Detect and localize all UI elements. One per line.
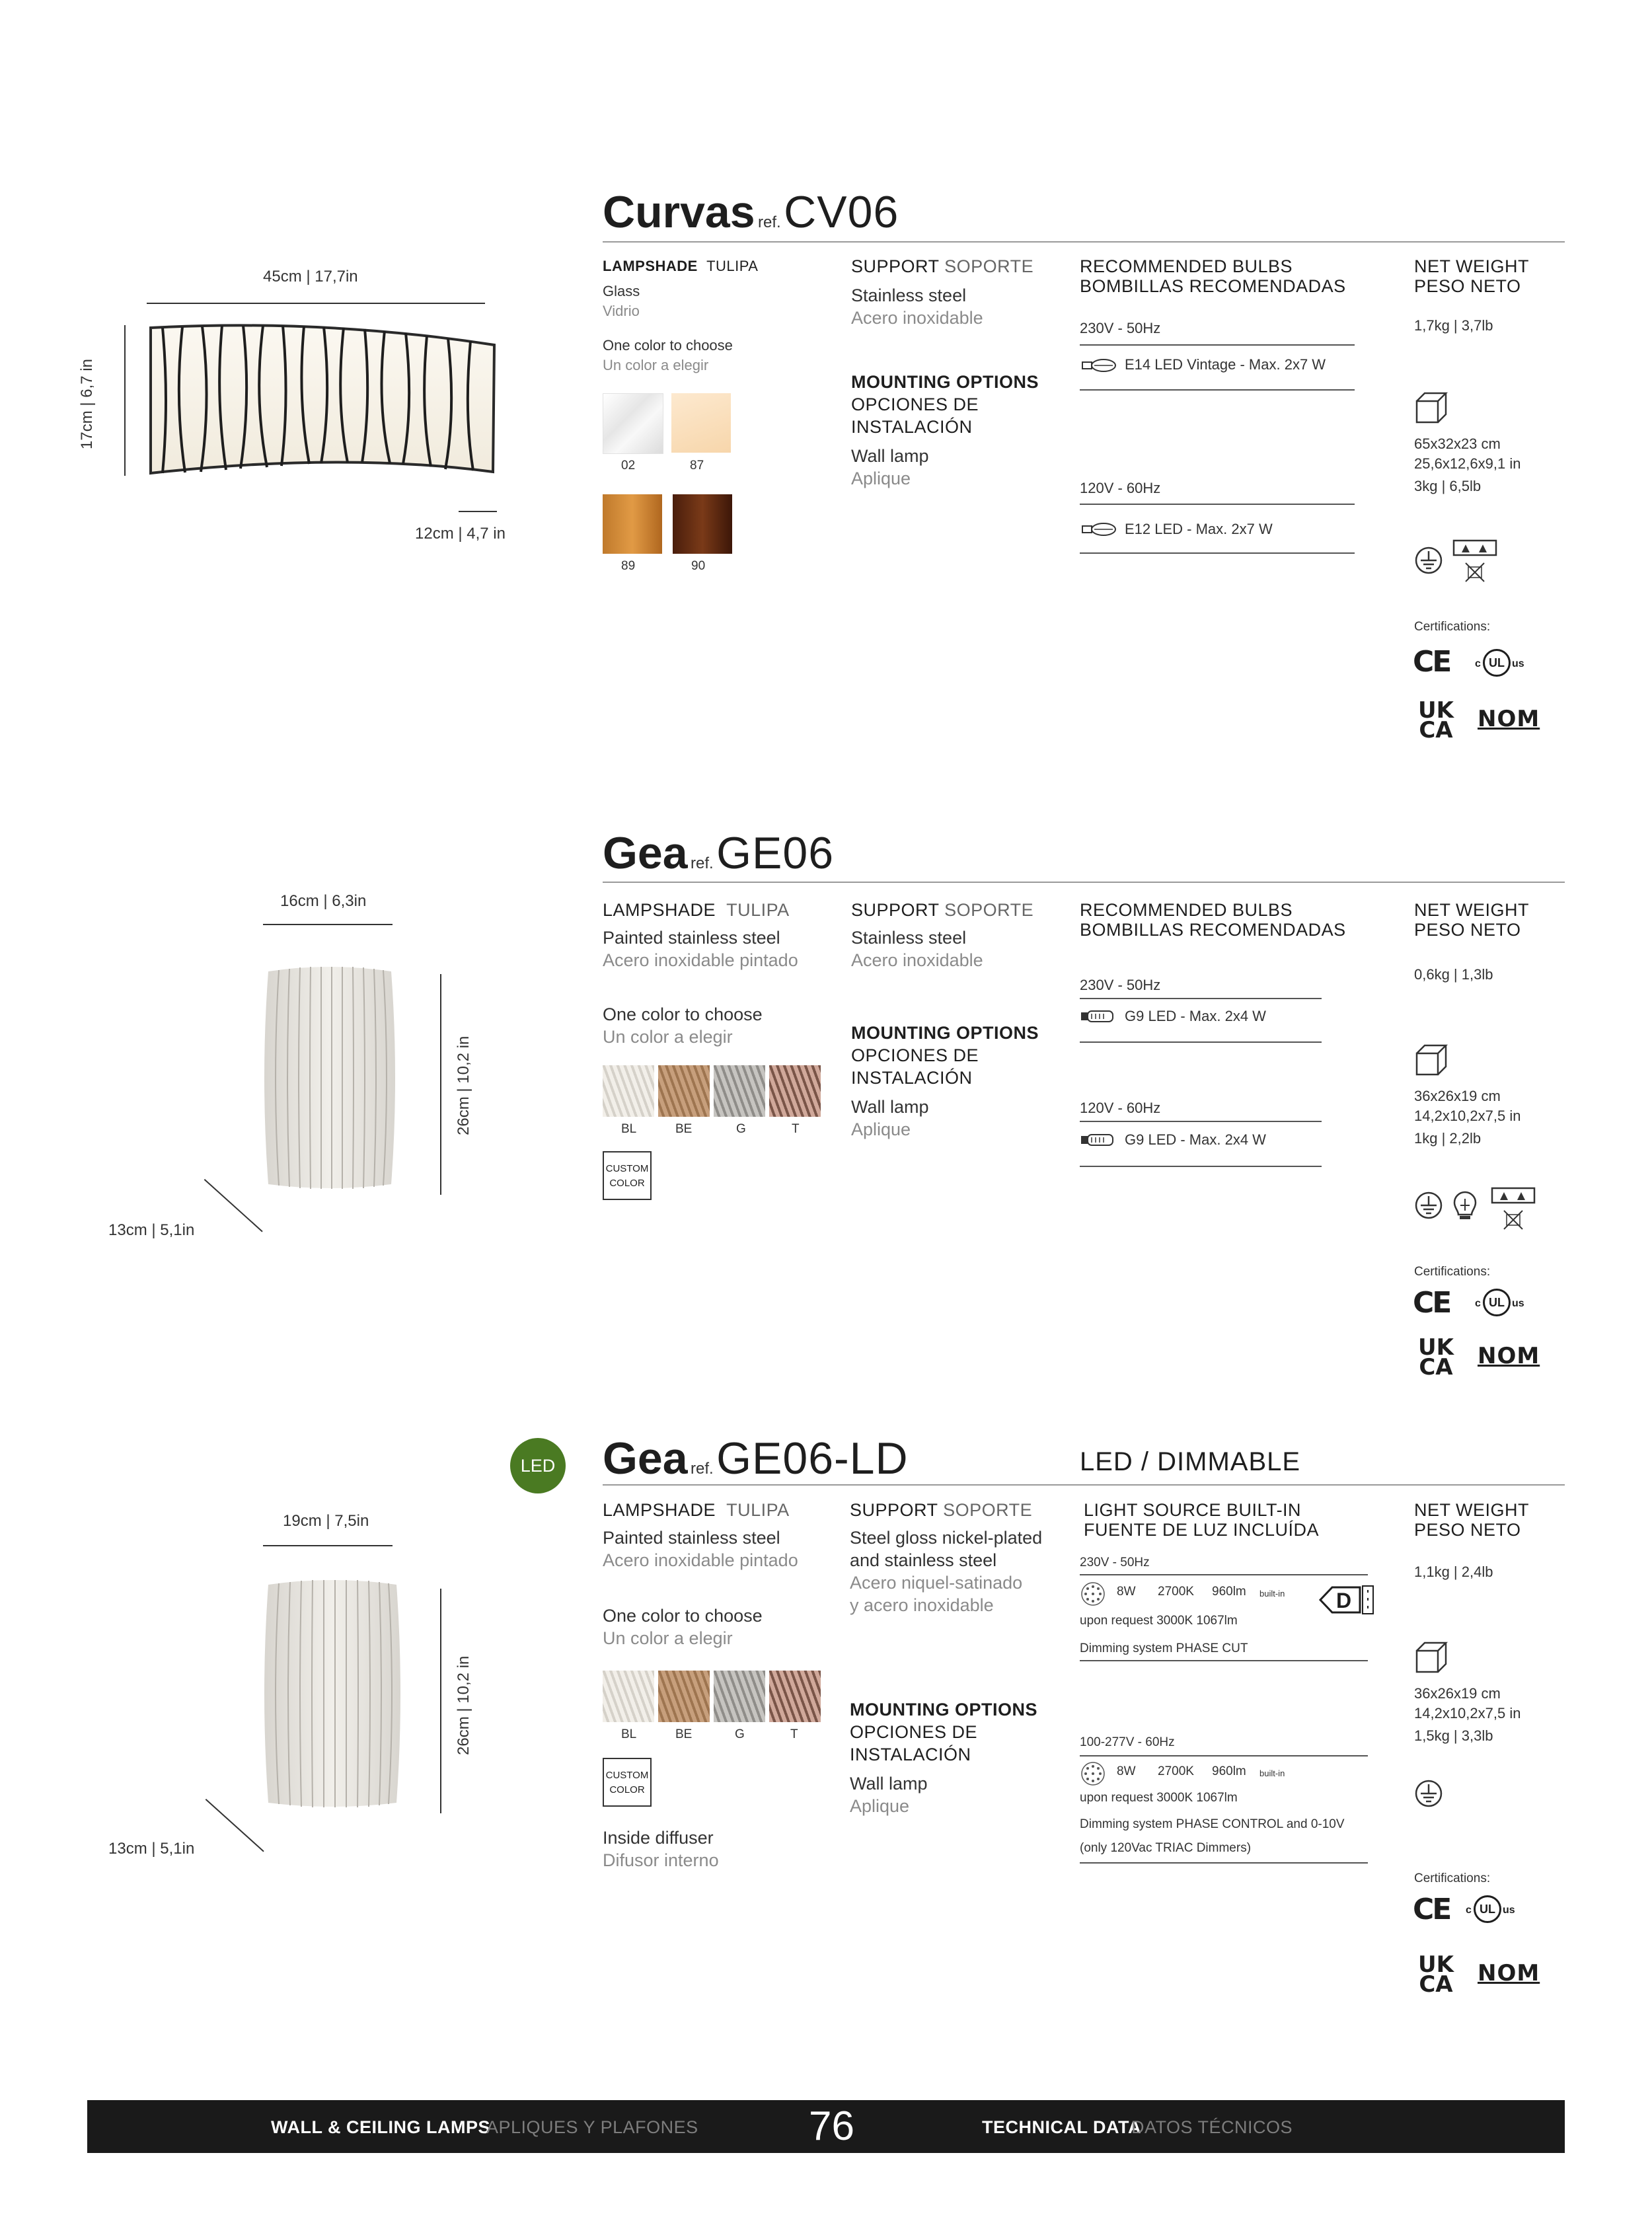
dimming-note: (only 120Vac TRIAC Dimmers) xyxy=(1080,1841,1252,1855)
product-title xyxy=(603,827,834,879)
dimension-line xyxy=(206,1799,264,1852)
led-chip-icon xyxy=(1080,1581,1106,1607)
ref-code: CV06 xyxy=(784,187,899,237)
color-code: T xyxy=(790,1727,798,1741)
certifications-label: Certifications: xyxy=(1414,620,1491,634)
ce-mark-icon: CE xyxy=(1413,645,1450,679)
weight-heading: NET WEIGHT xyxy=(1414,256,1530,276)
diffuser-label-es: Difusor interno xyxy=(603,1850,719,1870)
ref-label: ref. xyxy=(690,1460,714,1478)
bulbs-heading: RECOMMENDED BULBS xyxy=(1080,256,1293,276)
color-code: T xyxy=(792,1122,800,1136)
color-swatch[interactable] xyxy=(671,393,731,453)
dimension-height: 17cm | 6,7 in xyxy=(78,359,96,449)
weight-heading: NET WEIGHT xyxy=(1414,900,1530,920)
net-weight: 1,1kg | 2,4lb xyxy=(1414,1564,1493,1580)
mounting-heading: MOUNTING OPTIONS xyxy=(851,372,1039,392)
bulb-spec: E12 LED - Max. 2x7 W xyxy=(1125,521,1273,537)
color-temp-value: 2700K xyxy=(1158,1585,1194,1599)
power-value: 8W xyxy=(1117,1585,1136,1599)
lampshade-heading: LAMPSHADE TULIPA xyxy=(603,900,790,920)
no-insulation-cover-icon xyxy=(1451,538,1499,587)
gea-led-lamp-drawing xyxy=(259,1575,406,1812)
box-icon xyxy=(1413,1040,1450,1077)
gea-lamp-drawing xyxy=(259,962,400,1193)
ground-icon xyxy=(1414,546,1443,575)
box-weight: 3kg | 6,5lb xyxy=(1414,478,1482,494)
color-choose-label: One color to choose xyxy=(603,1606,763,1626)
color-swatch[interactable] xyxy=(714,1671,765,1722)
box-icon xyxy=(1413,1638,1450,1675)
cul-us-mark-icon: c UL us xyxy=(1475,1289,1536,1315)
divider xyxy=(1080,1574,1368,1575)
footer-section-es: APLIQUES Y PLAFONES xyxy=(486,2117,698,2137)
color-swatch[interactable] xyxy=(603,494,662,554)
light-source-heading-es: FUENTE DE LUZ INCLUÍDA xyxy=(1084,1520,1320,1540)
voltage-label: 230V - 50Hz xyxy=(1080,320,1161,336)
dimension-line xyxy=(124,325,126,476)
color-swatch[interactable] xyxy=(603,1065,654,1117)
mounting-heading: MOUNTING OPTIONS xyxy=(851,1023,1039,1043)
lampshade-heading: LAMPSHADE TULIPA xyxy=(603,258,759,274)
bulb-e12-icon xyxy=(1080,521,1117,537)
support-heading: SUPPORT SOPORTE xyxy=(851,900,1034,920)
support-material-es: Acero niquel-satinado xyxy=(850,1573,1023,1593)
net-weight: 0,6kg | 1,3lb xyxy=(1414,966,1493,983)
mounting-heading-es: INSTALACIÓN xyxy=(851,417,973,437)
mounting-heading-es: OPCIONES DE xyxy=(851,1045,979,1065)
mounting-heading-es: OPCIONES DE xyxy=(850,1722,978,1742)
color-swatch[interactable] xyxy=(769,1671,821,1722)
bulb-spec: G9 LED - Max. 2x4 W xyxy=(1125,1131,1266,1148)
nom-mark-icon: NOM xyxy=(1478,1343,1540,1369)
dimming-system: Dimming system PHASE CUT xyxy=(1080,1642,1248,1655)
dimension-height: 26cm | 10,2 in xyxy=(455,1036,472,1135)
lampshade-material: Painted stainless steel xyxy=(603,928,780,948)
dimension-line xyxy=(147,303,485,304)
dimension-width: 16cm | 6,3in xyxy=(280,892,367,910)
color-temp-value: 2700K xyxy=(1158,1764,1194,1778)
color-swatch[interactable] xyxy=(658,1671,710,1722)
no-insulation-cover-icon xyxy=(1489,1186,1537,1234)
energy-label-icon: D xyxy=(1318,1583,1377,1616)
bulb-g9-icon xyxy=(1080,1132,1117,1148)
voltage-label: 120V - 60Hz xyxy=(1080,1100,1161,1116)
weight-heading: NET WEIGHT xyxy=(1414,1500,1530,1520)
box-weight: 1,5kg | 3,3lb xyxy=(1414,1727,1493,1744)
dimension-line xyxy=(263,924,393,925)
mounting-option: Wall lamp xyxy=(851,446,929,466)
certifications-label: Certifications: xyxy=(1414,1265,1491,1279)
ref-code: GE06-LD xyxy=(716,1433,909,1484)
bulb-e14-icon xyxy=(1080,358,1117,373)
ukca-mark-icon: UK CA xyxy=(1418,1951,1454,1998)
voltage-label: 230V - 50Hz xyxy=(1080,977,1161,993)
color-swatch[interactable] xyxy=(714,1065,765,1117)
product-subtitle: LED / DIMMABLE xyxy=(1080,1447,1301,1476)
support-material: Stainless steel xyxy=(851,285,967,305)
lampshade-material-es: Vidrio xyxy=(603,303,640,319)
color-choose-label-es: Un color a elegir xyxy=(603,357,709,373)
custom-color-badge[interactable]: CUSTOM COLOR xyxy=(603,1758,652,1807)
box-dimensions: 65x32x23 cm xyxy=(1414,435,1501,452)
color-swatch[interactable] xyxy=(658,1065,710,1117)
dimension-line xyxy=(263,1545,393,1546)
net-weight: 1,7kg | 3,7lb xyxy=(1414,317,1493,334)
footer-tech-es: DATOS TÉCNICOS xyxy=(1131,2117,1293,2137)
dimension-height: 26cm | 10,2 in xyxy=(455,1655,472,1755)
mounting-heading-es: OPCIONES DE xyxy=(851,395,979,414)
dimension-line xyxy=(440,974,441,1195)
divider xyxy=(1080,1660,1368,1661)
color-code: 87 xyxy=(690,459,704,472)
bulb-spec: E14 LED Vintage - Max. 2x7 W xyxy=(1125,356,1326,373)
builtin-label: built-in xyxy=(1259,1589,1285,1599)
divider xyxy=(1080,344,1355,346)
divider xyxy=(1080,1166,1322,1167)
lampshade-material: Painted stainless steel xyxy=(603,1528,780,1548)
color-code: BL xyxy=(621,1727,637,1741)
support-material: Stainless steel xyxy=(851,928,967,948)
title-divider xyxy=(603,1484,1565,1486)
divider xyxy=(1080,552,1355,554)
cul-us-mark-icon: c UL us xyxy=(1475,649,1536,675)
color-code: BE xyxy=(675,1727,693,1741)
light-source-heading: LIGHT SOURCE BUILT-IN xyxy=(1084,1500,1302,1520)
bulbs-heading: RECOMMENDED BULBS xyxy=(1080,900,1293,920)
color-code: 89 xyxy=(621,559,636,573)
color-swatch[interactable] xyxy=(603,393,663,454)
dimming-system: Dimming system PHASE CONTROL and 0-10V xyxy=(1080,1817,1345,1831)
divider xyxy=(1080,1041,1322,1043)
divider xyxy=(1080,1862,1368,1864)
support-material: Steel gloss nickel-plated xyxy=(850,1528,1043,1548)
title-divider xyxy=(603,241,1565,243)
mounting-option-es: Aplique xyxy=(851,469,911,488)
color-swatch[interactable] xyxy=(769,1065,821,1117)
ref-code: GE06 xyxy=(716,828,835,878)
product-title xyxy=(603,1433,909,1484)
color-code: BE xyxy=(675,1122,693,1136)
ground-icon xyxy=(1414,1779,1443,1808)
lumen-value: 960lm xyxy=(1212,1585,1246,1599)
mounting-option-es: Aplique xyxy=(851,1119,911,1139)
upon-request-note: upon request 3000K 1067lm xyxy=(1080,1614,1238,1628)
dimension-line xyxy=(440,1589,441,1813)
mounting-heading-es: INSTALACIÓN xyxy=(851,1068,973,1088)
page-footer xyxy=(87,2100,1565,2153)
divider xyxy=(1080,1121,1322,1122)
support-material-es: Acero inoxidable xyxy=(851,308,983,328)
diffuser-label: Inside diffuser xyxy=(603,1828,714,1848)
color-choose-label-es: Un color a elegir xyxy=(603,1628,733,1648)
ukca-mark-icon: UK CA xyxy=(1418,1334,1454,1380)
ref-label: ref. xyxy=(758,213,781,231)
product-name: Gea xyxy=(603,1433,688,1484)
mounting-option: Wall lamp xyxy=(850,1774,928,1793)
bulbs-heading-es: BOMBILLAS RECOMENDADAS xyxy=(1080,276,1346,296)
weight-heading-es: PESO NETO xyxy=(1414,1520,1521,1540)
ce-mark-icon: CE xyxy=(1413,1893,1450,1926)
support-material-es: Acero inoxidable xyxy=(851,950,983,970)
color-code: BL xyxy=(621,1122,637,1136)
product-name: Curvas xyxy=(603,187,755,237)
divider xyxy=(1080,1755,1368,1756)
support-heading: SUPPORT SOPORTE xyxy=(851,256,1034,276)
nom-mark-icon: NOM xyxy=(1478,1960,1540,1986)
dimension-depth: 12cm | 4,7 in xyxy=(415,525,506,543)
builtin-label: built-in xyxy=(1259,1768,1285,1778)
color-choose-label-es: Un color a elegir xyxy=(603,1027,733,1047)
color-choose-label: One color to choose xyxy=(603,337,733,354)
divider xyxy=(1080,389,1355,391)
nom-mark-icon: NOM xyxy=(1478,706,1540,732)
box-dimensions-in: 25,6x12,6x9,1 in xyxy=(1414,455,1521,472)
mounting-heading: MOUNTING OPTIONS xyxy=(850,1700,1037,1719)
footer-section-en: WALL & CEILING LAMPS xyxy=(271,2117,490,2137)
color-code: 90 xyxy=(691,559,706,573)
color-code: 02 xyxy=(621,459,636,472)
product-name: Gea xyxy=(603,828,688,878)
curvas-lamp-drawing xyxy=(144,322,501,481)
color-swatch[interactable] xyxy=(603,1671,654,1722)
cul-us-mark-icon: c UL us xyxy=(1466,1895,1526,1922)
divider xyxy=(1080,998,1322,999)
bulbs-heading-es: BOMBILLAS RECOMENDADAS xyxy=(1080,920,1346,940)
lampshade-material-es: Acero inoxidable pintado xyxy=(603,1550,798,1570)
led-chip-icon xyxy=(1080,1760,1106,1787)
color-choose-label: One color to choose xyxy=(603,1004,763,1024)
custom-color-badge[interactable]: CUSTOM COLOR xyxy=(603,1151,652,1200)
weight-heading-es: PESO NETO xyxy=(1414,276,1521,296)
box-weight: 1kg | 2,2lb xyxy=(1414,1130,1482,1147)
divider xyxy=(1080,504,1355,505)
bulb-g9-icon xyxy=(1080,1008,1117,1024)
color-code: G xyxy=(736,1122,746,1136)
dimmable-icon xyxy=(1448,1189,1482,1221)
support-heading: SUPPORT SOPORTE xyxy=(850,1500,1033,1520)
voltage-label: 230V - 50Hz xyxy=(1080,1556,1150,1569)
voltage-label: 100-277V - 60Hz xyxy=(1080,1735,1175,1749)
dimension-depth: 13cm | 5,1in xyxy=(108,1221,195,1239)
ukca-mark-icon: UK CA xyxy=(1418,697,1454,743)
title-divider xyxy=(603,882,1565,883)
ground-icon xyxy=(1414,1191,1443,1220)
mounting-option: Wall lamp xyxy=(851,1097,929,1117)
ref-label: ref. xyxy=(690,854,714,872)
lampshade-material-es: Acero inoxidable pintado xyxy=(603,950,798,970)
box-dimensions-in: 14,2x10,2x7,5 in xyxy=(1414,1108,1521,1124)
dimension-depth: 13cm | 5,1in xyxy=(108,1840,195,1858)
bulb-spec: G9 LED - Max. 2x4 W xyxy=(1125,1008,1266,1024)
dimension-width: 45cm | 17,7in xyxy=(263,268,358,285)
page-number: 76 xyxy=(809,2103,854,2149)
dimension-line xyxy=(204,1179,263,1232)
product-title xyxy=(603,186,899,238)
box-dimensions: 36x26x19 cm xyxy=(1414,1088,1501,1104)
mounting-option-es: Aplique xyxy=(850,1796,910,1816)
power-value: 8W xyxy=(1117,1764,1136,1778)
dimension-width: 19cm | 7,5in xyxy=(283,1512,369,1530)
certifications-label: Certifications: xyxy=(1414,1871,1491,1885)
dimension-line xyxy=(459,511,497,512)
voltage-label: 120V - 60Hz xyxy=(1080,480,1161,496)
color-code: G xyxy=(735,1727,745,1741)
mounting-heading-es: INSTALACIÓN xyxy=(850,1745,971,1764)
color-swatch[interactable] xyxy=(673,494,732,554)
support-material: and stainless steel xyxy=(850,1550,997,1570)
footer-tech-en: TECHNICAL DATA xyxy=(982,2117,1141,2137)
box-icon xyxy=(1413,388,1450,425)
led-badge: LED xyxy=(510,1438,566,1493)
weight-heading-es: PESO NETO xyxy=(1414,920,1521,940)
upon-request-note: upon request 3000K 1067lm xyxy=(1080,1791,1238,1805)
box-dimensions-in: 14,2x10,2x7,5 in xyxy=(1414,1705,1521,1721)
lumen-value: 960lm xyxy=(1212,1764,1246,1778)
box-dimensions: 36x26x19 cm xyxy=(1414,1685,1501,1702)
ce-mark-icon: CE xyxy=(1413,1286,1450,1320)
support-material-es: y acero inoxidable xyxy=(850,1595,994,1615)
lampshade-material: Glass xyxy=(603,283,640,299)
lampshade-heading: LAMPSHADE TULIPA xyxy=(603,1500,790,1520)
